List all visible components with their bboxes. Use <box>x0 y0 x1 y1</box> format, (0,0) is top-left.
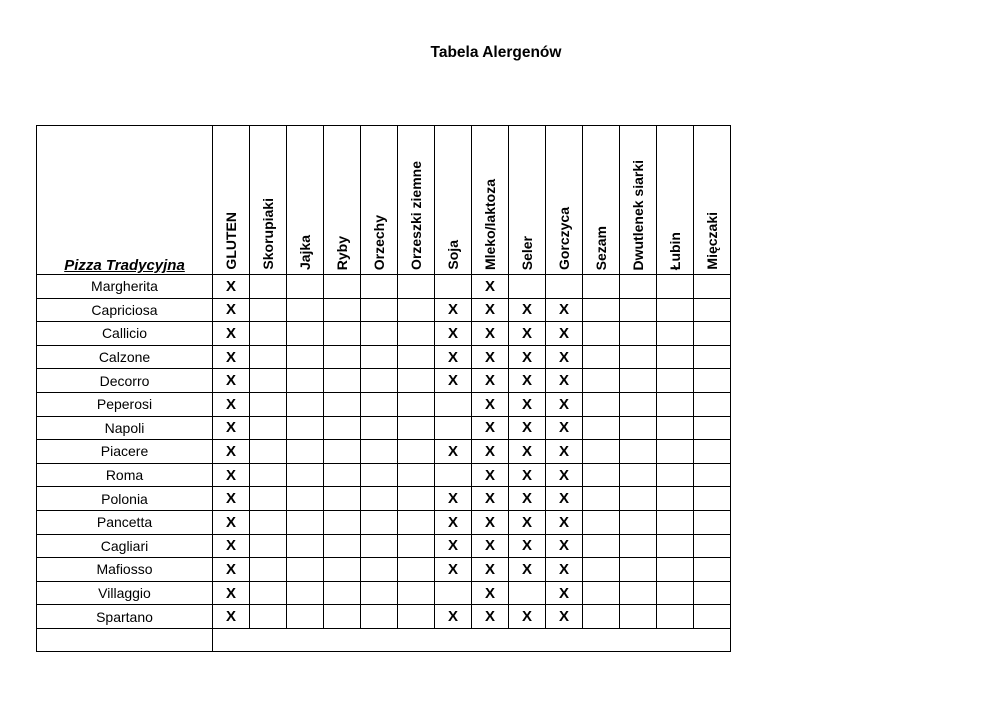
empty-cell <box>694 510 731 534</box>
pizza-name: Margherita <box>37 275 213 299</box>
empty-cell <box>287 581 324 605</box>
allergen-header-cell <box>509 128 545 274</box>
table-row <box>37 416 731 440</box>
allergen-header-cell <box>287 128 323 274</box>
allergen-mark: X <box>509 605 546 629</box>
allergen-mark: X <box>472 322 509 346</box>
empty-cell <box>398 558 435 582</box>
empty-cell <box>250 298 287 322</box>
empty-cell <box>324 581 361 605</box>
allergen-header-cell <box>324 128 360 274</box>
empty-cell <box>657 275 694 299</box>
allergen-mark: X <box>509 463 546 487</box>
allergen-mark: X <box>546 345 583 369</box>
allergen-mark: X <box>213 463 250 487</box>
pizza-name: Calzone <box>37 345 213 369</box>
empty-cell <box>583 605 620 629</box>
allergen-mark: X <box>472 369 509 393</box>
empty-cell <box>250 369 287 393</box>
empty-cell <box>620 345 657 369</box>
allergen-column-header <box>324 126 361 275</box>
allergen-mark: X <box>546 322 583 346</box>
allergen-mark: X <box>472 275 509 299</box>
allergen-mark: X <box>472 463 509 487</box>
empty-cell <box>287 298 324 322</box>
allergen-column-header <box>620 126 657 275</box>
allergen-mark: X <box>509 392 546 416</box>
empty-cell <box>583 558 620 582</box>
empty-cell <box>213 628 731 651</box>
pizza-name: Pancetta <box>37 510 213 534</box>
empty-cell <box>620 275 657 299</box>
empty-cell <box>694 392 731 416</box>
empty-cell <box>324 605 361 629</box>
allergen-mark: X <box>472 345 509 369</box>
allergen-column-header <box>287 126 324 275</box>
empty-cell <box>324 558 361 582</box>
empty-cell <box>361 392 398 416</box>
empty-cell <box>620 416 657 440</box>
allergen-label: GLUTEN <box>223 212 239 270</box>
allergen-header-cell <box>583 128 619 274</box>
table-row <box>37 392 731 416</box>
allergen-label: Gorczyca <box>556 206 572 270</box>
allergen-column-header <box>657 126 694 275</box>
empty-cell <box>287 392 324 416</box>
pizza-name: Cagliari <box>37 534 213 558</box>
allergen-mark: X <box>546 558 583 582</box>
allergen-mark: X <box>546 298 583 322</box>
allergen-mark: X <box>213 392 250 416</box>
table-row <box>37 298 731 322</box>
empty-cell <box>250 581 287 605</box>
allergen-column-header <box>435 126 472 275</box>
empty-cell <box>694 463 731 487</box>
table-row <box>37 369 731 393</box>
allergen-mark: X <box>213 440 250 464</box>
empty-cell <box>620 369 657 393</box>
empty-cell <box>583 440 620 464</box>
table-row <box>37 322 731 346</box>
table-row <box>37 534 731 558</box>
allergen-mark: X <box>546 534 583 558</box>
allergen-mark: X <box>546 581 583 605</box>
empty-cell <box>324 463 361 487</box>
pizza-name: Decorro <box>37 369 213 393</box>
allergen-mark: X <box>213 298 250 322</box>
empty-cell <box>324 510 361 534</box>
empty-cell <box>509 275 546 299</box>
empty-cell <box>287 345 324 369</box>
empty-cell <box>398 416 435 440</box>
empty-cell <box>583 298 620 322</box>
pizza-name: Callicio <box>37 322 213 346</box>
table-row <box>37 581 731 605</box>
allergen-mark: X <box>546 510 583 534</box>
table-row <box>37 463 731 487</box>
empty-cell <box>583 322 620 346</box>
allergen-mark: X <box>546 416 583 440</box>
empty-cell <box>398 487 435 511</box>
allergen-mark: X <box>509 440 546 464</box>
allergen-column-header <box>361 126 398 275</box>
empty-cell <box>620 463 657 487</box>
empty-cell <box>398 534 435 558</box>
empty-cell <box>694 369 731 393</box>
empty-cell <box>324 534 361 558</box>
empty-cell <box>250 510 287 534</box>
empty-cell <box>361 416 398 440</box>
allergen-mark: X <box>213 322 250 346</box>
empty-cell <box>694 345 731 369</box>
allergen-mark: X <box>509 534 546 558</box>
allergen-mark: X <box>546 605 583 629</box>
empty-cell <box>398 369 435 393</box>
allergen-mark: X <box>472 487 509 511</box>
empty-cell <box>546 275 583 299</box>
empty-cell <box>361 369 398 393</box>
empty-cell <box>324 322 361 346</box>
empty-cell <box>435 275 472 299</box>
table-row <box>37 605 731 629</box>
empty-cell <box>398 440 435 464</box>
page-title: Tabela Alergenów <box>430 44 562 61</box>
empty-cell <box>435 463 472 487</box>
empty-cell <box>361 275 398 299</box>
empty-cell <box>657 534 694 558</box>
pizza-name: Roma <box>37 463 213 487</box>
empty-cell <box>361 345 398 369</box>
empty-cell <box>657 369 694 393</box>
empty-cell <box>509 581 546 605</box>
empty-cell <box>435 581 472 605</box>
empty-row <box>37 628 731 651</box>
empty-cell <box>287 510 324 534</box>
empty-cell <box>620 487 657 511</box>
table-row <box>37 487 731 511</box>
empty-cell <box>37 628 213 651</box>
empty-cell <box>620 440 657 464</box>
allergen-mark: X <box>509 487 546 511</box>
empty-cell <box>361 463 398 487</box>
allergen-column-header <box>213 126 250 275</box>
empty-cell <box>287 534 324 558</box>
empty-cell <box>250 322 287 346</box>
allergen-mark: X <box>435 534 472 558</box>
empty-cell <box>694 487 731 511</box>
empty-cell <box>694 581 731 605</box>
allergen-label: Orzechy <box>371 214 387 270</box>
allergen-mark: X <box>213 275 250 299</box>
empty-cell <box>287 440 324 464</box>
allergen-label: Dwutlenek siarki <box>630 159 646 270</box>
allergen-header-cell <box>398 128 434 274</box>
empty-cell <box>657 581 694 605</box>
empty-cell <box>324 369 361 393</box>
allergen-column-header <box>250 126 287 275</box>
allergen-mark: X <box>213 345 250 369</box>
empty-cell <box>657 298 694 322</box>
empty-cell <box>620 581 657 605</box>
empty-cell <box>398 581 435 605</box>
empty-cell <box>694 416 731 440</box>
allergen-label: Ryby <box>334 235 350 270</box>
empty-cell <box>435 416 472 440</box>
empty-cell <box>583 369 620 393</box>
table-row <box>37 345 731 369</box>
allergen-mark: X <box>509 322 546 346</box>
empty-cell <box>324 345 361 369</box>
allergen-column-header <box>472 126 509 275</box>
empty-cell <box>324 487 361 511</box>
allergen-label: Soja <box>445 240 461 270</box>
empty-cell <box>583 487 620 511</box>
pizza-name: Peperosi <box>37 392 213 416</box>
table-row <box>37 275 731 299</box>
allergen-mark: X <box>472 416 509 440</box>
allergen-header-cell <box>620 128 656 274</box>
allergen-column-header <box>398 126 435 275</box>
empty-cell <box>657 605 694 629</box>
allergen-mark: X <box>509 369 546 393</box>
allergen-mark: X <box>213 416 250 440</box>
allergen-mark: X <box>435 510 472 534</box>
allergen-mark: X <box>472 392 509 416</box>
empty-cell <box>398 322 435 346</box>
allergen-mark: X <box>472 558 509 582</box>
empty-cell <box>361 440 398 464</box>
allergen-column-header <box>546 126 583 275</box>
empty-cell <box>250 416 287 440</box>
empty-cell <box>657 322 694 346</box>
allergen-label: Łubin <box>667 231 683 270</box>
empty-cell <box>657 345 694 369</box>
empty-cell <box>250 440 287 464</box>
empty-cell <box>398 605 435 629</box>
empty-cell <box>694 558 731 582</box>
empty-cell <box>250 487 287 511</box>
allergen-mark: X <box>472 440 509 464</box>
allergen-mark: X <box>435 605 472 629</box>
empty-cell <box>250 463 287 487</box>
empty-cell <box>620 510 657 534</box>
empty-cell <box>583 510 620 534</box>
allergen-mark: X <box>472 534 509 558</box>
empty-cell <box>583 416 620 440</box>
empty-cell <box>694 534 731 558</box>
empty-cell <box>361 510 398 534</box>
allergen-column-header <box>509 126 546 275</box>
allergen-mark: X <box>546 369 583 393</box>
empty-cell <box>287 463 324 487</box>
allergen-mark: X <box>472 605 509 629</box>
empty-cell <box>657 392 694 416</box>
empty-cell <box>657 416 694 440</box>
empty-cell <box>361 298 398 322</box>
empty-cell <box>324 440 361 464</box>
table-row <box>37 510 731 534</box>
allergen-label: Mięczaki <box>704 212 720 270</box>
empty-cell <box>250 558 287 582</box>
empty-cell <box>287 416 324 440</box>
empty-cell <box>287 369 324 393</box>
empty-cell <box>287 275 324 299</box>
pizza-name: Piacere <box>37 440 213 464</box>
allergen-mark: X <box>213 510 250 534</box>
allergen-mark: X <box>509 345 546 369</box>
empty-cell <box>657 440 694 464</box>
allergen-mark: X <box>509 416 546 440</box>
empty-cell <box>398 345 435 369</box>
allergen-mark: X <box>472 510 509 534</box>
empty-cell <box>694 440 731 464</box>
empty-cell <box>694 298 731 322</box>
empty-cell <box>324 298 361 322</box>
empty-cell <box>694 322 731 346</box>
empty-cell <box>361 322 398 346</box>
allergen-mark: X <box>213 369 250 393</box>
allergen-mark: X <box>435 369 472 393</box>
pizza-column-header: Pizza Tradycyjna <box>37 126 213 275</box>
table-body <box>37 275 731 652</box>
allergen-mark: X <box>546 487 583 511</box>
empty-cell <box>620 605 657 629</box>
allergen-mark: X <box>546 440 583 464</box>
empty-cell <box>620 534 657 558</box>
empty-cell <box>694 275 731 299</box>
empty-cell <box>250 392 287 416</box>
allergen-mark: X <box>213 534 250 558</box>
empty-cell <box>583 581 620 605</box>
empty-cell <box>620 298 657 322</box>
empty-cell <box>287 558 324 582</box>
empty-cell <box>287 487 324 511</box>
allergen-header-cell <box>694 128 730 274</box>
allergen-mark: X <box>435 487 472 511</box>
allergen-header-cell <box>472 128 508 274</box>
empty-cell <box>583 392 620 416</box>
empty-cell <box>694 605 731 629</box>
allergen-mark: X <box>213 581 250 605</box>
empty-cell <box>620 392 657 416</box>
empty-cell <box>361 534 398 558</box>
pizza-name: Polonia <box>37 487 213 511</box>
allergen-mark: X <box>435 322 472 346</box>
empty-cell <box>361 558 398 582</box>
empty-cell <box>361 605 398 629</box>
empty-cell <box>657 463 694 487</box>
empty-cell <box>583 345 620 369</box>
allergen-column-header <box>583 126 620 275</box>
pizza-name: Napoli <box>37 416 213 440</box>
allergen-mark: X <box>213 558 250 582</box>
allergen-mark: X <box>509 510 546 534</box>
empty-cell <box>657 487 694 511</box>
empty-cell <box>657 558 694 582</box>
allergen-mark: X <box>435 345 472 369</box>
allergen-header-cell <box>213 128 249 274</box>
empty-cell <box>398 275 435 299</box>
allergen-mark: X <box>509 558 546 582</box>
pizza-name: Villaggio <box>37 581 213 605</box>
empty-cell <box>361 487 398 511</box>
empty-cell <box>250 345 287 369</box>
table-row <box>37 440 731 464</box>
pizza-name: Capriciosa <box>37 298 213 322</box>
allergen-header-cell <box>361 128 397 274</box>
table-row <box>37 558 731 582</box>
empty-cell <box>583 534 620 558</box>
allergen-mark: X <box>213 605 250 629</box>
empty-cell <box>287 605 324 629</box>
empty-cell <box>250 534 287 558</box>
allergen-column-header <box>694 126 731 275</box>
allergen-header-cell <box>657 128 693 274</box>
empty-cell <box>398 392 435 416</box>
allergen-mark: X <box>546 392 583 416</box>
empty-cell <box>250 275 287 299</box>
allergen-label: Orzeszki ziemne <box>408 161 424 270</box>
empty-cell <box>324 416 361 440</box>
allergen-label: Skorupiaki <box>260 198 276 270</box>
empty-cell <box>324 392 361 416</box>
empty-cell <box>657 510 694 534</box>
allergen-label: Seler <box>519 235 535 270</box>
allergen-mark: X <box>509 298 546 322</box>
pizza-name: Spartano <box>37 605 213 629</box>
allergen-mark: X <box>435 298 472 322</box>
allergen-mark: X <box>213 487 250 511</box>
allergen-label: Mleko/laktoza <box>482 178 498 270</box>
allergen-header-cell <box>546 128 582 274</box>
allergen-header-cell <box>250 128 286 274</box>
allergen-header-cell <box>435 128 471 274</box>
empty-cell <box>250 605 287 629</box>
empty-cell <box>435 392 472 416</box>
pizza-name: Mafiosso <box>37 558 213 582</box>
allergen-mark: X <box>546 463 583 487</box>
allergen-mark: X <box>435 440 472 464</box>
empty-cell <box>583 463 620 487</box>
empty-cell <box>324 275 361 299</box>
allergen-label: Jajka <box>297 234 313 270</box>
empty-cell <box>398 298 435 322</box>
allergen-mark: X <box>472 298 509 322</box>
allergen-mark: X <box>472 581 509 605</box>
empty-cell <box>620 322 657 346</box>
table-header-row <box>37 126 731 275</box>
empty-cell <box>361 581 398 605</box>
empty-cell <box>620 558 657 582</box>
allergen-table <box>36 125 731 652</box>
allergen-label: Sezam <box>593 225 609 270</box>
empty-cell <box>398 463 435 487</box>
empty-cell <box>398 510 435 534</box>
empty-cell <box>287 322 324 346</box>
empty-cell <box>583 275 620 299</box>
allergen-mark: X <box>435 558 472 582</box>
